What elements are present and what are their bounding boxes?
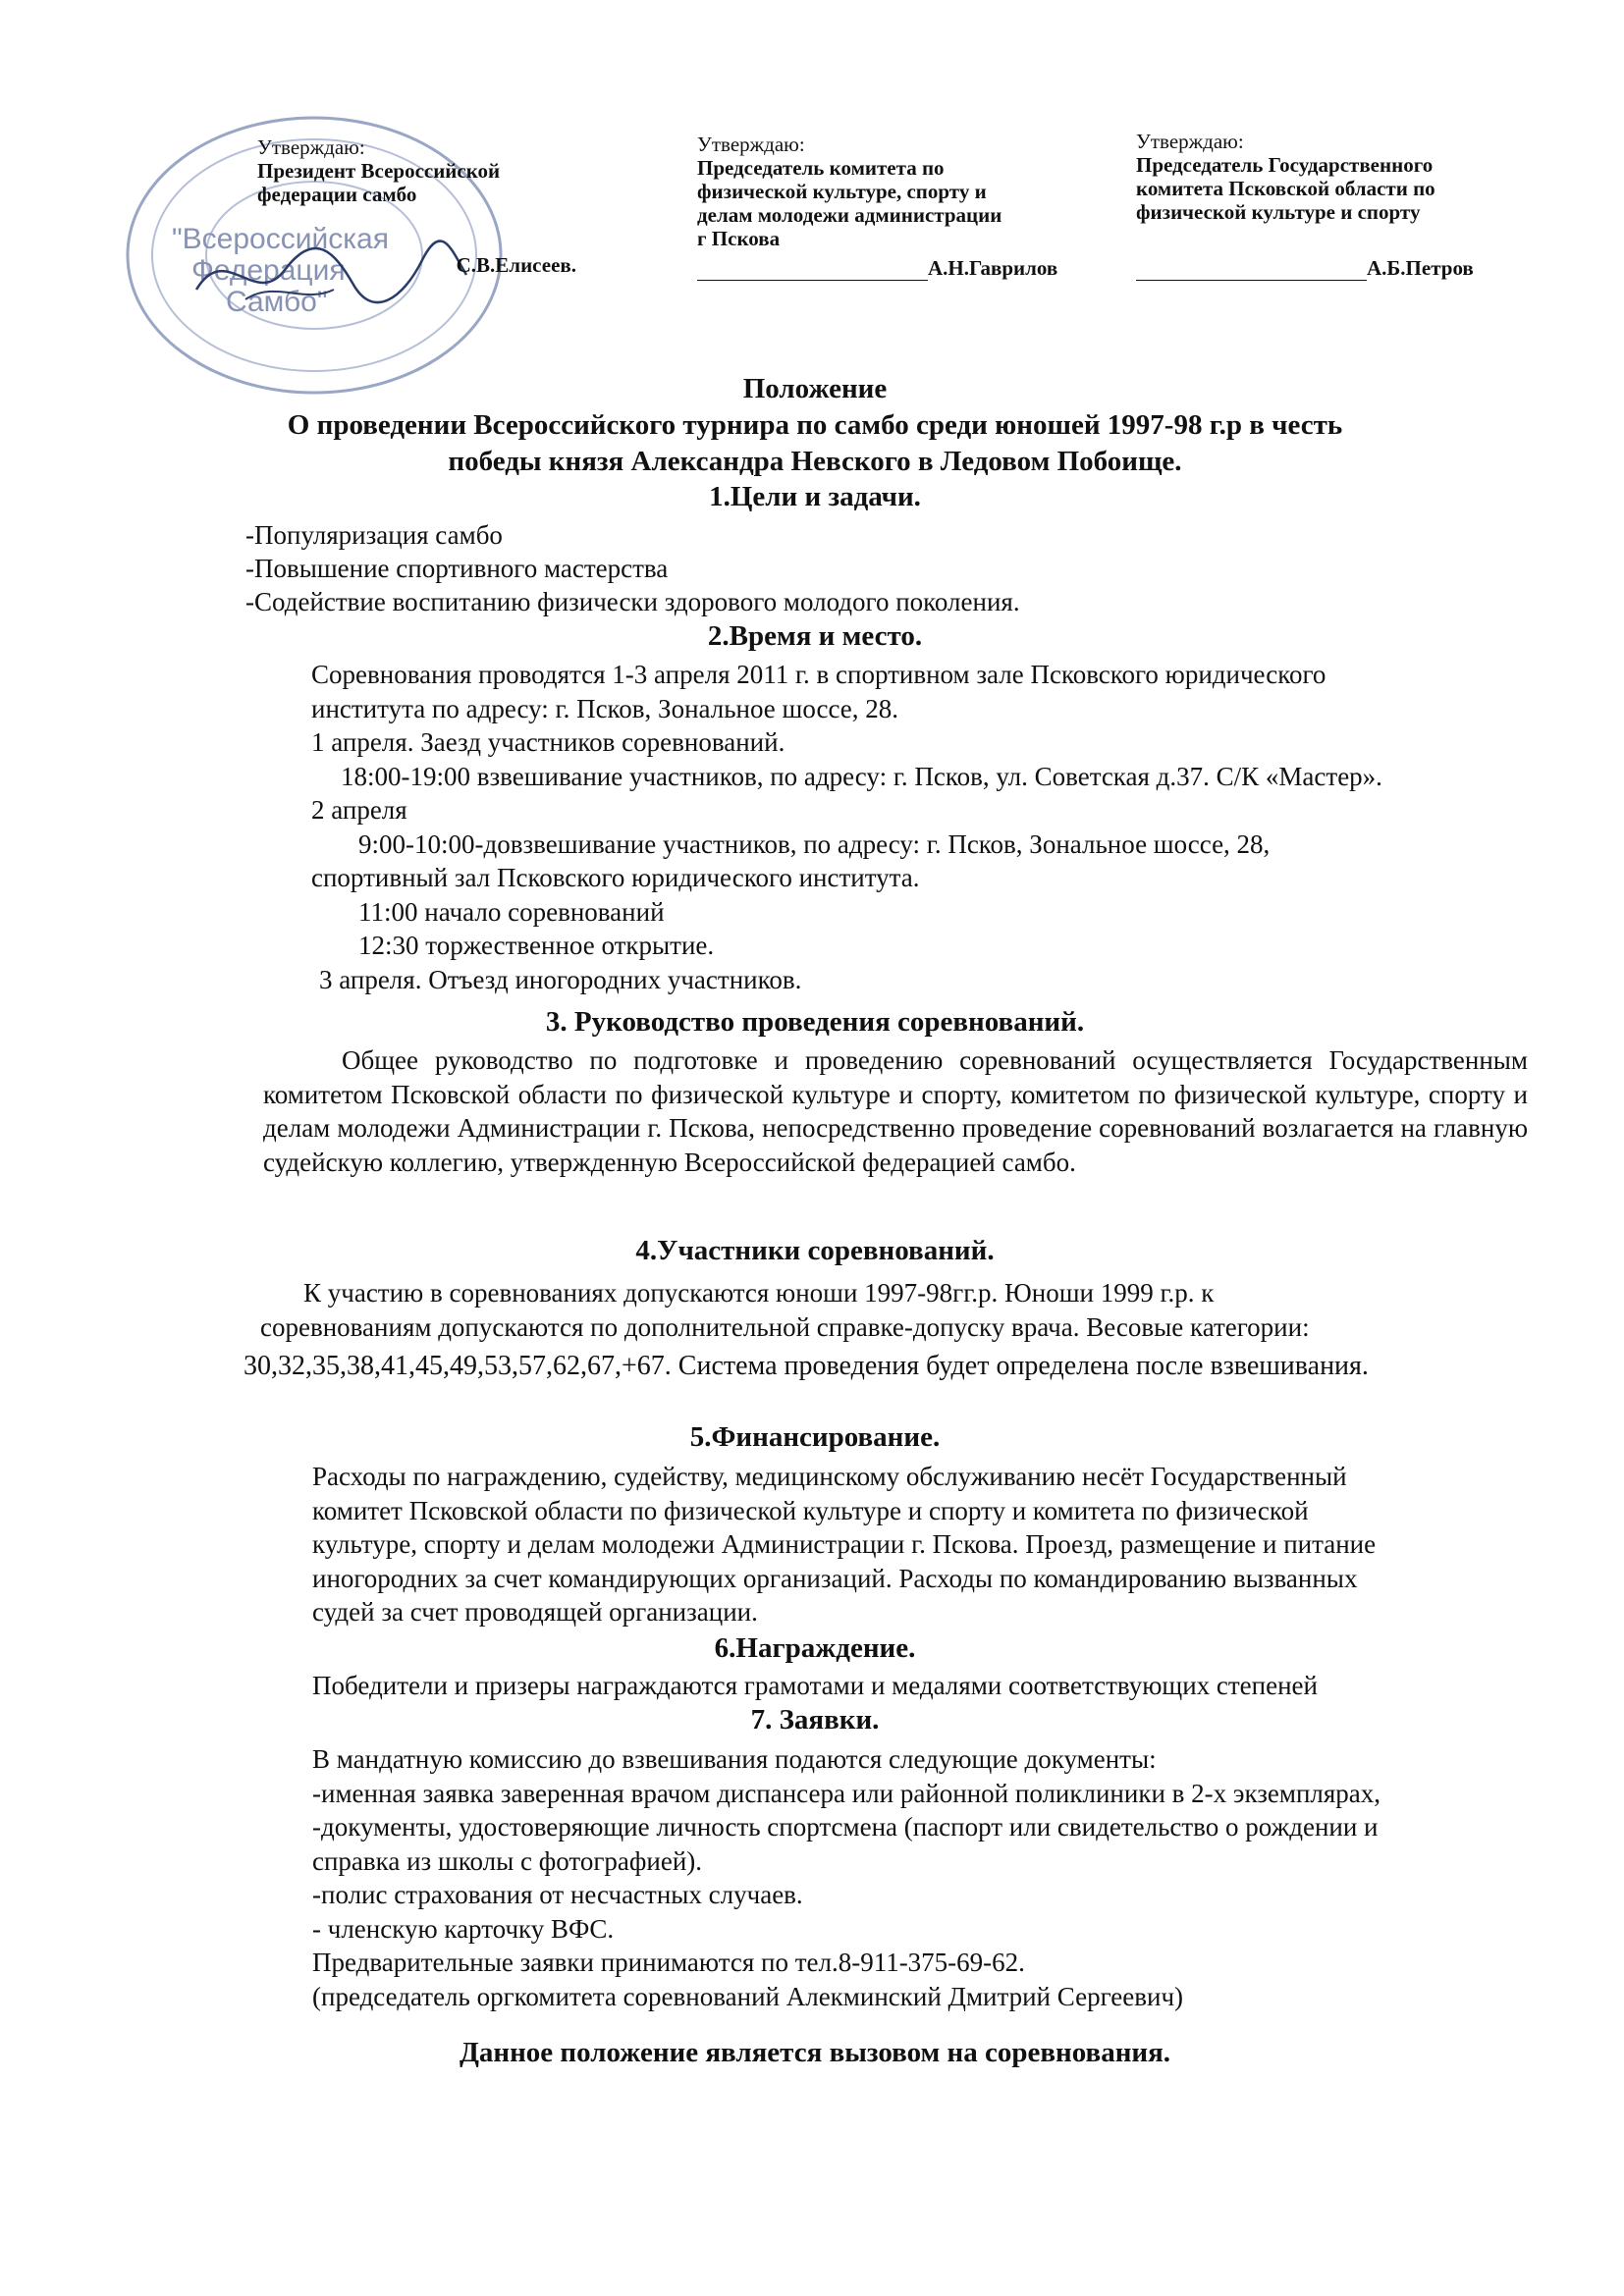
approval-name: А.Б.Петров <box>1367 256 1474 280</box>
text-line: Предварительные заявки принимаются по тел.8-911-375-69-62. <box>312 1948 1025 1977</box>
text-line: В мандатную комиссию до взвешивания подаются следующие документы: <box>312 1744 1157 1774</box>
approval-position: г Пскова <box>697 227 781 250</box>
text-line: -именная заявка заверенная врачом диспансера или районной поликлиники в 2-х экземплярах, <box>312 1778 1381 1808</box>
text-line: комитет Псковской области по физической культуре и спорту и комитета по физической <box>312 1495 1309 1525</box>
text-line: 11:00 начало соревнований <box>358 896 665 927</box>
approval-position: федерации самбо <box>257 183 417 206</box>
text-line: 9:00-10:00-довзвешивание участников, по адресу: г. Псков, Зональное шоссе, 28, <box>358 828 1271 859</box>
stamp-text: "Всероссийская Федерация Самбо" <box>172 223 389 318</box>
approval-label: Утверждаю: <box>697 133 805 156</box>
approval-position: Председатель Государственного <box>1136 153 1434 177</box>
text-line: иногородних за счет командирующих организаций. Расходы по командированию вызванных <box>312 1563 1358 1593</box>
approval-position: физической культуре, спорту и <box>697 180 987 203</box>
section-heading: 3. Руководство проведения соревнований. <box>545 1006 1085 1038</box>
text-line: 18:00-19:00 взвешивание участников, по адресу: г. Псков, ул. Советская д.37. С/К «Мастер». <box>341 761 1382 791</box>
approval-name: А.Н.Гаврилов <box>928 256 1058 280</box>
section-awards-text: Победители и призеры награждаются грамотами и медалями соответствующих степеней <box>312 1671 1318 1700</box>
approval-position: делам молодежи администрации <box>697 203 1002 227</box>
approval-block-president <box>257 135 591 277</box>
section-heading: 7. Заявки. <box>750 1704 880 1735</box>
approval-position: Президент Всероссийской <box>257 159 501 183</box>
text-line: Соревнования проводятся 1-3 апреля 2011 г. в спортивном зале Псковского юридического <box>311 660 1326 689</box>
approval-label: Утверждаю: <box>257 135 365 159</box>
section-heading: 1.Цели и задачи. <box>709 481 921 512</box>
text-line: 2 апреля <box>311 795 407 825</box>
approval-block-city-committee <box>697 133 1110 281</box>
section-management-text: Общее руководство по подготовке и проведению соревнований осуществляется Государственным комитетом Псковской области по физической культуре и спорту, комитетом по физической культуре, спорту и делам молодежи Администрации г. Пскова, непосредственно проведение соревнований возлагается на главную судейскую коллегию, утвержденную Всероссийской федерацией самбо. <box>263 1045 1528 1177</box>
text-line: -документы, удостоверяющие личность спортсмена (паспорт или свидетельство о рождении и <box>312 1812 1379 1842</box>
text-line: культуре, спорту и делам молодежи Администрации г. Пскова. Проезд, размещение и питание <box>312 1529 1377 1559</box>
approval-label: Утверждаю: <box>1136 130 1244 153</box>
signature-line <box>1136 256 1367 281</box>
text-line: 1 апреля. Заезд участников соревнований. <box>311 727 785 757</box>
approval-position: комитета Псковской области по <box>1136 177 1435 200</box>
text-line: 12:30 торжественное открытие. <box>358 931 715 960</box>
list-item: -Популяризация самбо <box>245 520 503 550</box>
section-heading: 6.Награждение. <box>714 1632 916 1664</box>
text-line: 30,32,35,38,41,45,49,53,57,62,67,+67. Система проведения будет определена после взвешивания. <box>244 1351 1369 1381</box>
document-title <box>245 371 1384 480</box>
section-heading: 4.Участники соревнований. <box>635 1235 995 1266</box>
text-line: спортивный зал Псковского юридического института. <box>311 863 920 892</box>
approval-position: физической культуре и спорту <box>1136 200 1421 224</box>
text-line: соревнованиям допускаются по дополнительной справке-допуску врача. Весовые категории: <box>260 1312 1310 1342</box>
text-line: - членскую карточку ВФС. <box>312 1913 615 1944</box>
text-line: 3 апреля. Отъезд иногородних участников. <box>319 964 802 994</box>
text-line: -полис страхования от несчастных случаев. <box>312 1880 803 1909</box>
section-goals-list <box>245 518 1424 618</box>
section-heading: 2.Время и место. <box>707 620 923 652</box>
text-line: судей за счет проводящей организации. <box>312 1597 758 1627</box>
title-line: Положение <box>742 373 888 404</box>
section-applications <box>312 1742 1608 2013</box>
list-item: -Повышение спортивного мастерства <box>245 554 669 583</box>
text-line: К участию в соревнованиях допускаются юноши 1997-98гг.р. Юноши 1999 г.р. к <box>303 1278 1215 1308</box>
approval-name: С.В.Елисеев. <box>456 253 576 277</box>
text-line: института по адресу: г. Псков, Зональное шоссе, 28. <box>311 693 899 723</box>
section-financing <box>312 1460 1589 1629</box>
section-heading: 5.Финансирование. <box>689 1421 941 1453</box>
signature-line <box>697 256 928 281</box>
section-time-place <box>311 658 1588 996</box>
text-line: Расходы по награждению, судейству, медицинскому обслуживанию несёт Государственный <box>312 1462 1347 1491</box>
section-participants <box>244 1276 1615 1383</box>
text-line: справка из школы с фотографией). <box>312 1845 703 1876</box>
text-line: (председатель оргкомитета соревнований Алекминский Дмитрий Сергеевич) <box>312 1981 1184 2011</box>
title-line: О проведении Всероссийского турнира по самбо среди юношей 1997-98 г.р в честь <box>287 409 1343 441</box>
approval-block-regional-committee <box>1136 130 1548 281</box>
document-footer: Данное положение является вызовом на соревнования. <box>459 2037 1171 2068</box>
title-line: победы князя Александра Невского в Ледовом Побоище. <box>448 446 1182 477</box>
approval-position: Председатель комитета по <box>697 156 945 180</box>
list-item: -Содействие воспитанию физически здорового молодого поколения. <box>245 587 1020 616</box>
